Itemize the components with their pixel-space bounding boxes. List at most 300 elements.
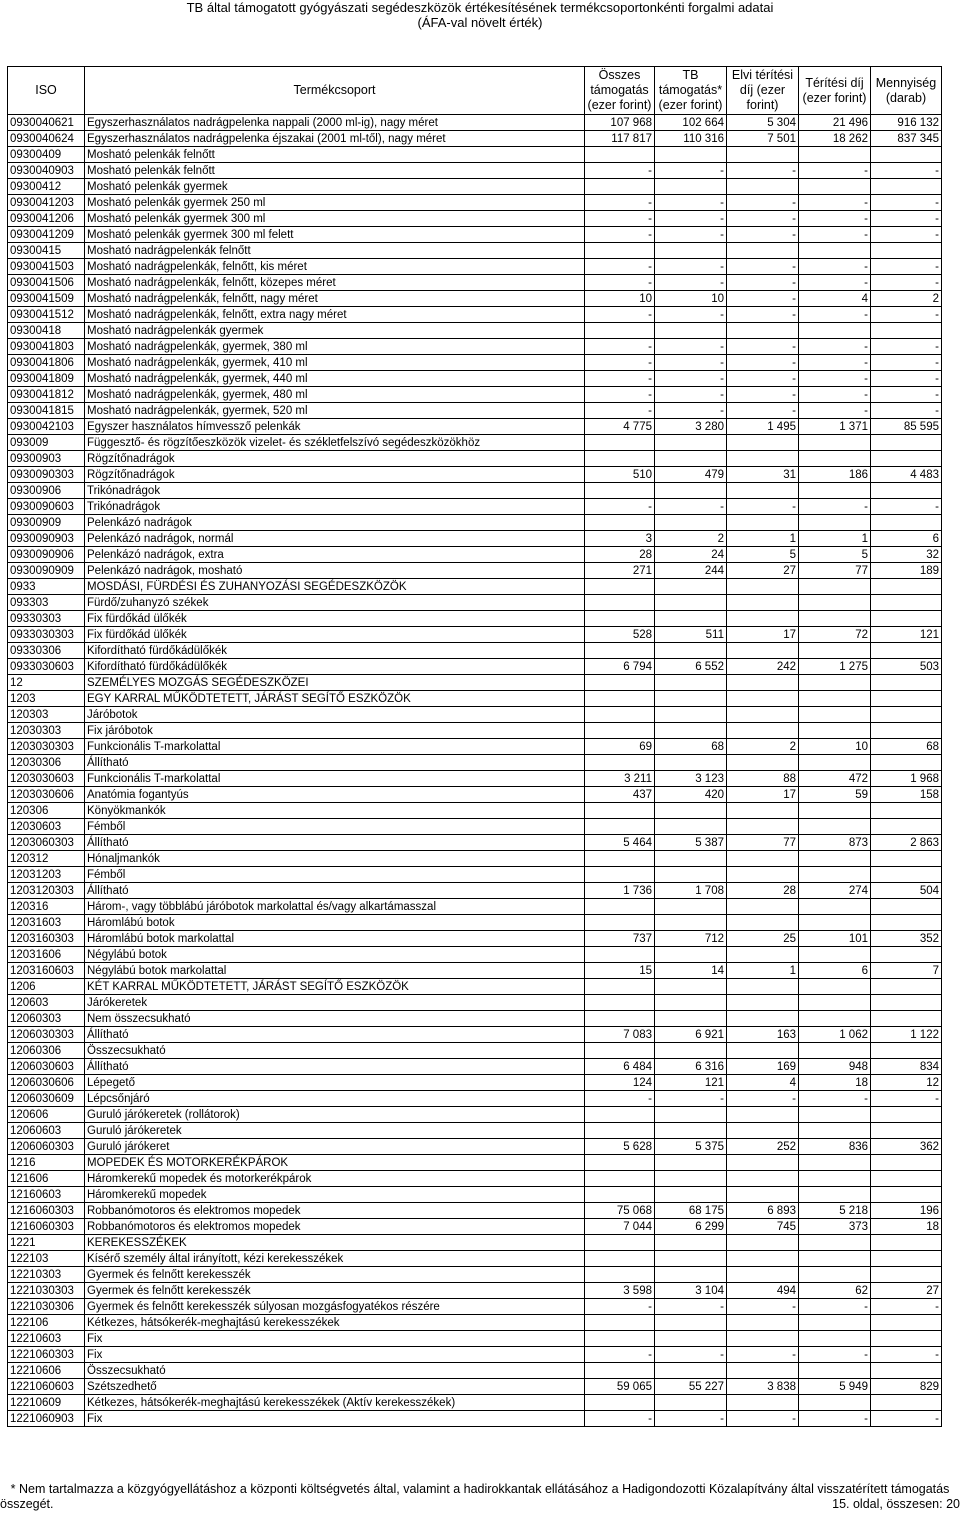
theoretical-fee-cell: 1 495 [727,419,799,435]
iso-code-cell: 0930040624 [8,131,85,147]
iso-code-cell: 0930090603 [8,499,85,515]
theoretical-fee-cell [727,595,799,611]
quantity-cell: - [871,371,942,387]
table-row [8,243,942,259]
product-group-cell: Szétszedhető [85,1379,585,1395]
tb-support-cell: 3 123 [655,771,727,787]
footer-row [0,1497,960,1512]
quantity-cell [871,643,942,659]
fee-cell [799,579,871,595]
product-group-cell: Guruló járókeret [85,1139,585,1155]
theoretical-fee-cell [727,819,799,835]
theoretical-fee-cell [727,1011,799,1027]
tb-support-cell: 24 [655,547,727,563]
theoretical-fee-cell [727,1155,799,1171]
iso-code-cell: 0930090303 [8,467,85,483]
tb-support-cell [655,1043,727,1059]
total-support-cell: 28 [585,547,655,563]
tb-support-cell: 1 708 [655,883,727,899]
total-support-cell [585,1171,655,1187]
table-row [8,1187,942,1203]
data-table [7,66,942,1427]
total-support-cell: - [585,211,655,227]
iso-code-cell: 120303 [8,707,85,723]
theoretical-fee-cell: - [727,387,799,403]
total-support-cell: 3 211 [585,771,655,787]
tb-support-cell [655,915,727,931]
product-group-cell: Lépegető [85,1075,585,1091]
iso-code-cell: 120606 [8,1107,85,1123]
iso-code-cell: 09300418 [8,323,85,339]
tb-support-cell: 712 [655,931,727,947]
tb-support-cell: - [655,355,727,371]
total-support-cell [585,851,655,867]
quantity-cell [871,723,942,739]
table-row [8,227,942,243]
table-row [8,1155,942,1171]
product-group-cell: Könyökmankók [85,803,585,819]
total-support-cell: 5 464 [585,835,655,851]
product-group-cell: Guruló járókeretek (rollátorok) [85,1107,585,1123]
theoretical-fee-cell [727,1123,799,1139]
table-row [8,1363,942,1379]
quantity-cell: - [871,163,942,179]
quantity-cell: 503 [871,659,942,675]
quantity-cell: 1 968 [871,771,942,787]
quantity-cell: 916 132 [871,115,942,131]
table-row [8,1107,942,1123]
theoretical-fee-cell [727,147,799,163]
iso-code-cell: 1206 [8,979,85,995]
table-row [8,451,942,467]
fee-cell [799,643,871,659]
total-support-cell: 6 794 [585,659,655,675]
total-support-cell: - [585,1347,655,1363]
iso-code-cell: 12210609 [8,1395,85,1411]
fee-cell [799,1363,871,1379]
tb-support-cell [655,1011,727,1027]
total-support-cell [585,979,655,995]
theoretical-fee-cell: - [727,371,799,387]
product-group-cell: Nem összecsukható [85,1011,585,1027]
tb-support-cell: 55 227 [655,1379,727,1395]
table-header-row [8,67,942,115]
theoretical-fee-cell: - [727,227,799,243]
quantity-cell [871,803,942,819]
fee-cell [799,1155,871,1171]
total-support-cell: 271 [585,563,655,579]
theoretical-fee-cell [727,1187,799,1203]
table-row [8,275,942,291]
product-group-cell: Háromlábú botok markolattal [85,931,585,947]
iso-code-cell: 1221030306 [8,1299,85,1315]
total-support-cell [585,435,655,451]
total-support-cell: 3 598 [585,1283,655,1299]
total-support-cell [585,803,655,819]
tb-support-cell: - [655,195,727,211]
quantity-cell [871,947,942,963]
product-group-cell: Kétkezes, hátsókerék-meghajtású kerekesszékek [85,1315,585,1331]
tb-support-cell: 5 387 [655,835,727,851]
product-group-cell: SZEMÉLYES MOZGÁS SEGÉDESZKÖZEI [85,675,585,691]
table-row [8,675,942,691]
table-row [8,531,942,547]
theoretical-fee-cell [727,1043,799,1059]
total-support-cell [585,915,655,931]
table-row [8,627,942,643]
product-group-cell: Mosható nadrágpelenkák, gyermek, 480 ml [85,387,585,403]
iso-code-cell: 09300906 [8,483,85,499]
iso-code-cell: 0930041506 [8,275,85,291]
product-group-cell: Három-, vagy többlábú járóbotok markolattal és/vagy alkartámasszal [85,899,585,915]
footnote [0,1482,960,1512]
table-row [8,1267,942,1283]
table-row [8,259,942,275]
table-row [8,579,942,595]
theoretical-fee-cell [727,755,799,771]
iso-code-cell: 0930042103 [8,419,85,435]
product-group-cell: Mosható nadrágpelenkák, felnőtt, közepes méret [85,275,585,291]
tb-support-cell: 14 [655,963,727,979]
iso-code-cell: 1206030609 [8,1091,85,1107]
quantity-cell [871,1171,942,1187]
theoretical-fee-cell: - [727,307,799,323]
table-row [8,595,942,611]
fee-cell: - [799,1299,871,1315]
theoretical-fee-cell: - [727,1411,799,1427]
fee-cell [799,611,871,627]
iso-code-cell: 1221 [8,1235,85,1251]
tb-support-cell [655,147,727,163]
theoretical-fee-cell [727,515,799,531]
product-group-cell: Állítható [85,755,585,771]
theoretical-fee-cell: 31 [727,467,799,483]
fee-cell: - [799,307,871,323]
table-row [8,1251,942,1267]
fee-cell: - [799,195,871,211]
theoretical-fee-cell [727,611,799,627]
quantity-cell [871,1123,942,1139]
tb-support-cell: 6 921 [655,1027,727,1043]
quantity-cell [871,915,942,931]
product-group-cell: Járókeretek [85,995,585,1011]
column-header-quantity: Mennyiség (darab) [871,67,942,115]
fee-cell [799,995,871,1011]
fee-cell: 72 [799,627,871,643]
iso-code-cell: 0930040903 [8,163,85,179]
table-row [8,179,942,195]
fee-cell: 5 218 [799,1203,871,1219]
total-support-cell: 117 817 [585,131,655,147]
theoretical-fee-cell [727,243,799,259]
table-row [8,1027,942,1043]
fee-cell: - [799,259,871,275]
table-row [8,307,942,323]
tb-support-cell [655,515,727,531]
tb-support-cell [655,1107,727,1123]
product-group-cell: Mosható nadrágpelenkák gyermek [85,323,585,339]
iso-code-cell: 12210603 [8,1331,85,1347]
tb-support-cell: - [655,307,727,323]
iso-code-cell: 12030603 [8,819,85,835]
table-row [8,1139,942,1155]
tb-support-cell: 10 [655,291,727,307]
iso-code-cell: 0930041203 [8,195,85,211]
product-group-cell: Mosható nadrágpelenkák, gyermek, 410 ml [85,355,585,371]
theoretical-fee-cell [727,995,799,1011]
total-support-cell [585,1363,655,1379]
quantity-cell [871,1011,942,1027]
theoretical-fee-cell [727,1267,799,1283]
table-row [8,1171,942,1187]
product-group-cell: Pelenkázó nadrágok, mosható [85,563,585,579]
fee-cell [799,1251,871,1267]
fee-cell: 18 [799,1075,871,1091]
tb-support-cell: 68 175 [655,1203,727,1219]
table-row [8,563,942,579]
fee-cell [799,435,871,451]
fee-cell: - [799,227,871,243]
product-group-cell: Fémből [85,819,585,835]
quantity-cell [871,1043,942,1059]
table-row [8,419,942,435]
fee-cell: 10 [799,739,871,755]
theoretical-fee-cell [727,451,799,467]
total-support-cell [585,323,655,339]
tb-support-cell: 110 316 [655,131,727,147]
table-row [8,611,942,627]
table-row [8,1411,942,1427]
theoretical-fee-cell: 242 [727,659,799,675]
tb-support-cell [655,1395,727,1411]
total-support-cell: - [585,387,655,403]
fee-cell [799,1235,871,1251]
tb-support-cell: - [655,339,727,355]
table-row [8,1235,942,1251]
product-group-cell: Állítható [85,883,585,899]
quantity-cell [871,483,942,499]
fee-cell: - [799,403,871,419]
theoretical-fee-cell: - [727,211,799,227]
theoretical-fee-cell: - [727,291,799,307]
iso-code-cell: 12060303 [8,1011,85,1027]
iso-code-cell: 121606 [8,1171,85,1187]
quantity-cell [871,451,942,467]
theoretical-fee-cell: - [727,259,799,275]
fee-cell: 472 [799,771,871,787]
total-support-cell: 510 [585,467,655,483]
tb-support-cell [655,323,727,339]
iso-code-cell: 1221030303 [8,1283,85,1299]
tb-support-cell [655,1187,727,1203]
total-support-cell [585,1267,655,1283]
tb-support-cell: - [655,211,727,227]
theoretical-fee-cell: - [727,499,799,515]
product-group-cell: Funkcionális T-markolattal [85,771,585,787]
fee-cell [799,1315,871,1331]
total-support-cell: - [585,403,655,419]
tb-support-cell: 6 316 [655,1059,727,1075]
iso-code-cell: 1203120303 [8,883,85,899]
fee-cell [799,675,871,691]
theoretical-fee-cell [727,1363,799,1379]
iso-code-cell: 0930090909 [8,563,85,579]
total-support-cell [585,1395,655,1411]
table-row [8,499,942,515]
theoretical-fee-cell: - [727,163,799,179]
tb-support-cell: 511 [655,627,727,643]
theoretical-fee-cell: 3 838 [727,1379,799,1395]
quantity-cell [871,323,942,339]
theoretical-fee-cell: 27 [727,563,799,579]
total-support-cell: 7 044 [585,1219,655,1235]
quantity-cell [871,867,942,883]
product-group-cell: KEREKESSZÉKEK [85,1235,585,1251]
tb-support-cell [655,803,727,819]
fee-cell [799,515,871,531]
fee-cell: - [799,211,871,227]
table-row [8,643,942,659]
iso-code-cell: 09300412 [8,179,85,195]
fee-cell: 59 [799,787,871,803]
tb-support-cell [655,979,727,995]
quantity-cell [871,691,942,707]
column-header-tb-support: TB támogatás* (ezer forint) [655,67,727,115]
quantity-cell [871,1315,942,1331]
footnote-text: * Nem tartalmazza a közgyógyellátáshoz a központi költségvetés által, valamint a hadirokkantak ellátásához a Hadigondozotti Közalapítvány által visszatérített támogatás [10,1482,950,1496]
total-support-cell: - [585,1299,655,1315]
tb-support-cell [655,1235,727,1251]
table-row [8,883,942,899]
total-support-cell: 15 [585,963,655,979]
iso-code-cell: 0933 [8,579,85,595]
table-row [8,339,942,355]
iso-code-cell: 1203030603 [8,771,85,787]
iso-code-cell: 122106 [8,1315,85,1331]
tb-support-cell: - [655,499,727,515]
fee-cell: 1 371 [799,419,871,435]
tb-support-cell: - [655,1411,727,1427]
iso-code-cell: 12031606 [8,947,85,963]
quantity-cell [871,707,942,723]
tb-support-cell: 3 104 [655,1283,727,1299]
quantity-cell [871,179,942,195]
table-row [8,1091,942,1107]
iso-code-cell: 0930041806 [8,355,85,371]
quantity-cell [871,595,942,611]
product-group-cell: Lépcsőnjáró [85,1091,585,1107]
total-support-cell [585,995,655,1011]
product-group-cell: Háromkerekű mopedek [85,1187,585,1203]
product-group-cell: Járóbotok [85,707,585,723]
fee-cell [799,451,871,467]
fee-cell [799,1107,871,1123]
theoretical-fee-cell [727,707,799,723]
tb-support-cell [655,947,727,963]
column-header-total-support: Összes támogatás (ezer forint) [585,67,655,115]
total-support-cell: - [585,195,655,211]
fee-cell: 1 062 [799,1027,871,1043]
table-row [8,691,942,707]
total-support-cell [585,451,655,467]
tb-support-cell [655,435,727,451]
total-support-cell [585,1235,655,1251]
total-support-cell [585,947,655,963]
quantity-cell [871,1395,942,1411]
product-group-cell: Négylábú botok markolattal [85,963,585,979]
iso-code-cell: 1203030303 [8,739,85,755]
iso-code-cell: 0930041809 [8,371,85,387]
fee-cell [799,483,871,499]
product-group-cell: MOSDÁSI, FÜRDÉSI ÉS ZUHANYOZÁSI SEGÉDESZKÖZÖK [85,579,585,595]
tb-support-cell [655,1315,727,1331]
total-support-cell: - [585,1411,655,1427]
total-support-cell: 1 736 [585,883,655,899]
iso-code-cell: 093303 [8,595,85,611]
fee-cell [799,899,871,915]
product-group-cell: Fix [85,1331,585,1347]
table-row [8,131,942,147]
table-row [8,851,942,867]
product-group-cell: Rögzítőnadrágok [85,467,585,483]
theoretical-fee-cell [727,1107,799,1123]
table-row [8,931,942,947]
iso-code-cell: 0930090903 [8,531,85,547]
iso-code-cell: 122103 [8,1251,85,1267]
product-group-cell: Anatómia fogantyús [85,787,585,803]
table-row [8,915,942,931]
quantity-cell: - [871,307,942,323]
product-group-cell: Gyermek és felnőtt kerekesszék súlyosan mozgásfogyatékos részére [85,1299,585,1315]
tb-support-cell: 5 375 [655,1139,727,1155]
fee-cell [799,1267,871,1283]
theoretical-fee-cell: - [727,195,799,211]
product-group-cell: Négylábú botok [85,947,585,963]
tb-support-cell: 479 [655,467,727,483]
theoretical-fee-cell: 17 [727,787,799,803]
iso-code-cell: 0930041812 [8,387,85,403]
quantity-cell: 85 595 [871,419,942,435]
quantity-cell: 837 345 [871,131,942,147]
tb-support-cell [655,1123,727,1139]
total-support-cell: 6 484 [585,1059,655,1075]
total-support-cell: 107 968 [585,115,655,131]
tb-support-cell: - [655,227,727,243]
total-support-cell [585,1155,655,1171]
iso-code-cell: 09300409 [8,147,85,163]
total-support-cell [585,899,655,915]
total-support-cell [585,1107,655,1123]
quantity-cell [871,1155,942,1171]
iso-code-cell: 1203 [8,691,85,707]
total-support-cell [585,723,655,739]
theoretical-fee-cell: 5 304 [727,115,799,131]
total-support-cell: 737 [585,931,655,947]
fee-cell: - [799,339,871,355]
column-header-theoretical-fee: Elvi térítési díj (ezer forint) [727,67,799,115]
table-row [8,1347,942,1363]
fee-cell: - [799,163,871,179]
tb-support-cell [655,867,727,883]
theoretical-fee-cell: 494 [727,1283,799,1299]
fee-cell: 948 [799,1059,871,1075]
iso-code-cell: 1216060303 [8,1219,85,1235]
fee-cell: - [799,355,871,371]
iso-code-cell: 1221060603 [8,1379,85,1395]
iso-code-cell: 12 [8,675,85,691]
total-support-cell [585,147,655,163]
fee-cell [799,147,871,163]
